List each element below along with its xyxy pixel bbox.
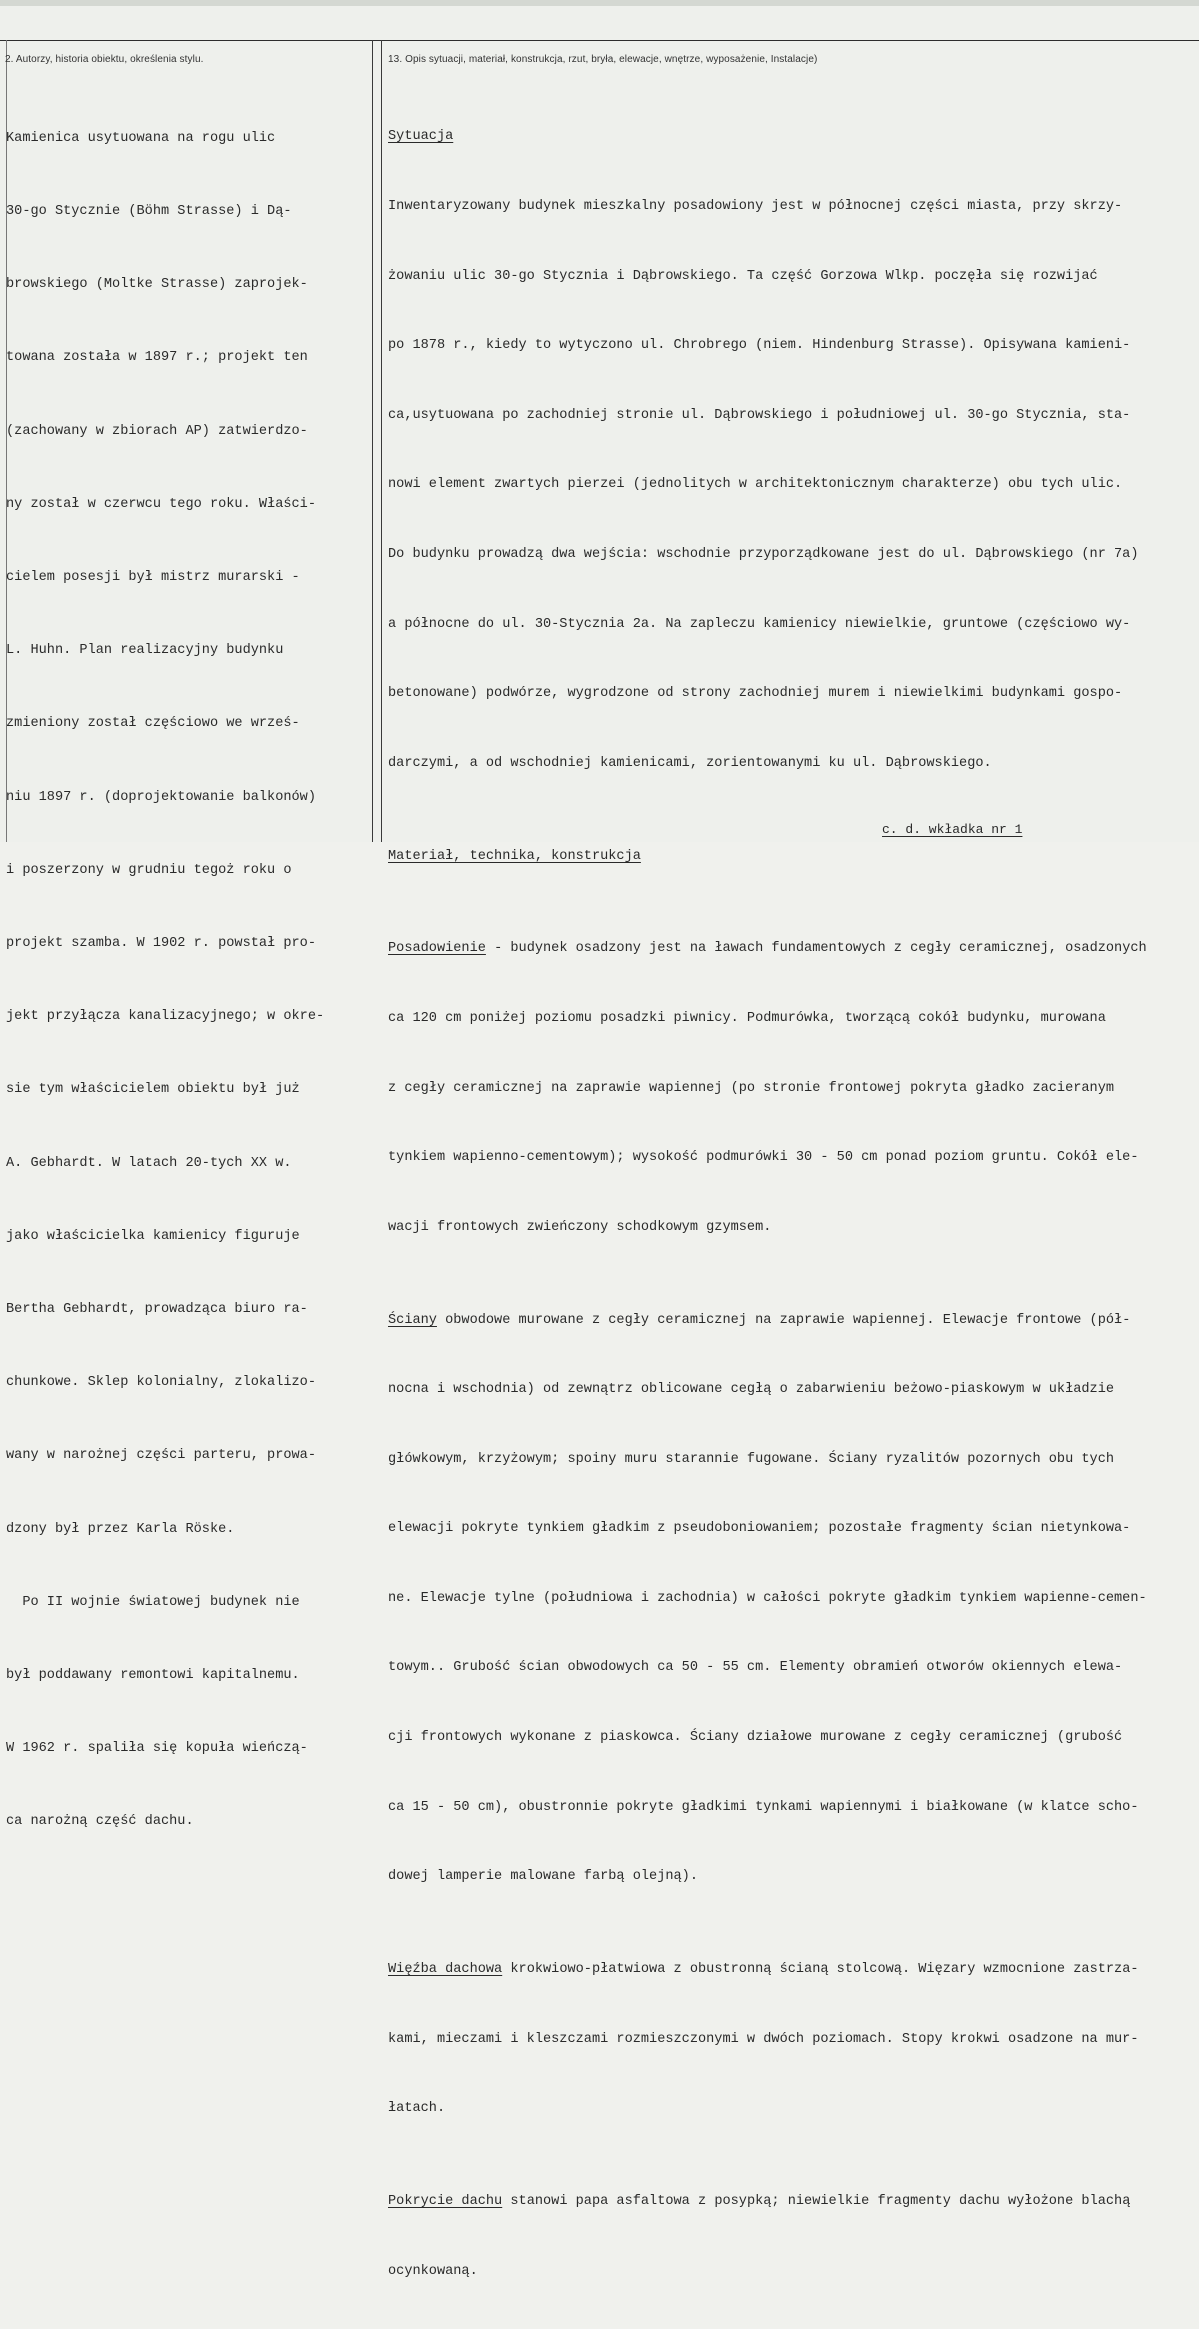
pokrycie-line: Pokrycie dachu stanowi papa asfaltowa z posypką; niewielkie fragmenty dachu wyłożone blachą: [388, 2194, 1131, 2210]
header-rule: [0, 40, 1199, 41]
section-heading-situation: Sytuacja: [388, 129, 454, 145]
sciany-line: ne. Elewacje tylne (południowa i zachodnia) w całości pokryte gładkim tynkiem wapienne-cemen-: [388, 1590, 1147, 1606]
pokrycie-line: ocynkowaną.: [388, 2263, 478, 2279]
right-column-header: 13. Opis sytuacji, materiał, konstrukcja, rzut, bryła, elewacje, wnętrze, wyposażenie, Instalacje): [388, 54, 818, 65]
situation-line: Inwentaryzowany budynek mieszkalny posadowiony jest w północnej części miasta, przy skrzy-: [388, 199, 1123, 214]
situation-line: a północne do ul. 30-Stycznia 2a. Na zapleczu kamienicy niewielkie, gruntowe (częściowo wy-: [388, 616, 1131, 632]
description-column: [388, 79, 1198, 2329]
history-column: [6, 78, 368, 1884]
sciany-line: elewacji pokryte tynkiem gładkim z pseudoboniowaniem; pozostałe fragmenty ścian nietynkowa-: [388, 1521, 1131, 1537]
history-line: Po II wojnie światowej budynek nie: [6, 1594, 300, 1610]
posadowienie-line: Posadowienie - budynek osadzony jest na ławach fundamentowych z cegły ceramicznej, osadzonych: [388, 941, 1147, 957]
history-line: niu 1897 r. (doprojektowanie balkonów): [6, 789, 316, 805]
wiezba-line: łatach.: [388, 2101, 446, 2117]
sciany-line: towym.. Grubość ścian obwodowych ca 50 - 55 cm. Elementy obramień otworów okiennych elewa-: [388, 1660, 1123, 1676]
history-line: ca narożną część dachu.: [6, 1814, 194, 1830]
history-line: L. Huhn. Plan realizacyjny budynku: [6, 643, 284, 659]
sciany-line: Ściany obwodowe murowane z cegły ceramicznej na zaprawie wapiennej. Elewacje frontowe (pół-: [388, 1312, 1131, 1328]
history-line: (zachowany w zbiorach AP) zatwierdzo-: [6, 423, 308, 439]
left-column-header: 2. Autorzy, historia obiektu, określenia stylu.: [5, 54, 204, 65]
posadowienie-line: ca 120 cm poniżej poziomu posadzki piwnicy. Podmurówka, tworzącą cokół budynku, murowana: [388, 1010, 1106, 1026]
situation-line: ca,usytuowana po zachodniej stronie ul. Dąbrowskiego i południowej ul. 30-go Stycznia, sta-: [388, 407, 1131, 423]
situation-line: żowaniu ulic 30-go Stycznia i Dąbrowskiego. Ta część Gorzowa Wlkp. poczęła się rozwijać: [388, 268, 1098, 284]
posadowienie-label: Posadowienie: [388, 941, 486, 957]
section-heading-material: Materiał, technika, konstrukcja: [388, 848, 641, 864]
history-line: A. Gebhardt. W latach 20-tych XX w.: [6, 1155, 292, 1171]
column-divider-1: [372, 40, 373, 842]
sciany-line: nocna i wschodnia) od zewnątrz oblicowane cegłą o zabarwieniu beżowo-piaskowym w układzie: [388, 1382, 1115, 1398]
situation-line: po 1878 r., kiedy to wytyczono ul. Chrobrego (niem. Hindenburg Strasse). Opisywana kamieni-: [388, 338, 1131, 354]
column-divider-2: [381, 40, 382, 842]
history-line: projekt szamba. W 1902 r. powstał pro-: [6, 936, 316, 952]
history-line: towana została w 1897 r.; projekt ten: [6, 350, 308, 366]
history-line: jekt przyłącza kanalizacyjnego; w okre-: [6, 1009, 325, 1025]
history-line: i poszerzony w grudniu tegoż roku o: [6, 862, 292, 878]
posadowienie-line: wacji frontowych zwieńczony schodkowym gzymsem.: [388, 1219, 772, 1235]
sciany-line: dowej lamperie malowane farbą olejną).: [388, 1869, 698, 1885]
history-line: dzony był przez Karla Röske.: [6, 1521, 235, 1537]
history-line: ny został w czerwcu tego roku. Właści-: [6, 496, 316, 512]
history-line: browskiego (Moltke Strasse) zaprojek-: [6, 277, 308, 293]
pokrycie-label: Pokrycie dachu: [388, 2194, 503, 2210]
history-line: Bertha Gebhardt, prowadząca biuro ra-: [6, 1302, 308, 1318]
sciany-label: Ściany: [388, 1312, 437, 1328]
wiezba-label: Więźba dachowa: [388, 1962, 503, 1978]
situation-line: nowi element zwartych pierzei (jednolitych w architektonicznym charakterze) obu tych ulic.: [388, 477, 1123, 493]
sciany-line: cji frontowych wykonane z piaskowca. Ściany działowe murowane z cegły ceramicznej (grubość: [388, 1730, 1123, 1746]
wiezba-line: Więźba dachowa krokwiowo-płatwiowa z obustronną ścianą stolcową. Więzary wzmocnione zastrza-: [388, 1962, 1139, 1978]
posadowienie-line: tynkiem wapienno-cementowym); wysokość podmurówki 30 - 50 cm ponad poziom gruntu. Cokół ele-: [388, 1150, 1139, 1166]
history-line: W 1962 r. spaliła się kopuła wieńczą-: [6, 1741, 308, 1757]
situation-line: betonowane) podwórze, wygrodzone od strony zachodniej murem i niewielkimi budynkami gospo-: [388, 686, 1123, 702]
sciany-line: ca 15 - 50 cm), obustronnie pokryte gładkimi tynkami wapiennymi i białkowane (w klatce scho-: [388, 1799, 1139, 1815]
history-line: 30-go Stycznie (Böhm Strasse) i Dą-: [6, 204, 292, 220]
history-line: cielem posesji był mistrz murarski -: [6, 570, 300, 586]
situation-line: darczymi, a od wschodniej kamienicami, zorientowanymi ku ul. Dąbrowskiego.: [388, 755, 992, 771]
sciany-line: główkowym, krzyżowym; spoiny muru starannie fugowane. Ściany ryzalitów pozornych obu tych: [388, 1451, 1115, 1467]
history-line: jako właścicielka kamienicy figuruje: [6, 1228, 300, 1244]
continuation-note: c. d. wkładka nr 1: [882, 822, 1023, 837]
situation-line: Do budynku prowadzą dwa wejścia: wschodnie przyporządkowane jest do ul. Dąbrowskiego (nr 7a): [388, 546, 1139, 562]
history-line: zmieniony został częściowo we wrześ-: [6, 716, 300, 732]
history-line: Kamienica usytuowana na rogu ulic: [6, 130, 276, 146]
history-line: chunkowe. Sklep kolonialny, zlokalizo-: [6, 1375, 316, 1391]
history-line: wany w narożnej części parteru, prowa-: [6, 1448, 316, 1464]
wiezba-line: kami, mieczami i kleszczami rozmieszczonymi w dwóch poziomach. Stopy krokwi osadzone na mur-: [388, 2031, 1139, 2047]
history-line: sie tym właścicielem obiektu był już: [6, 1082, 300, 1098]
history-line: był poddawany remontowi kapitalnemu.: [6, 1668, 300, 1684]
posadowienie-line: z cegły ceramicznej na zaprawie wapiennej (po stronie frontowej pokryta gładko zacieranym: [388, 1080, 1115, 1096]
